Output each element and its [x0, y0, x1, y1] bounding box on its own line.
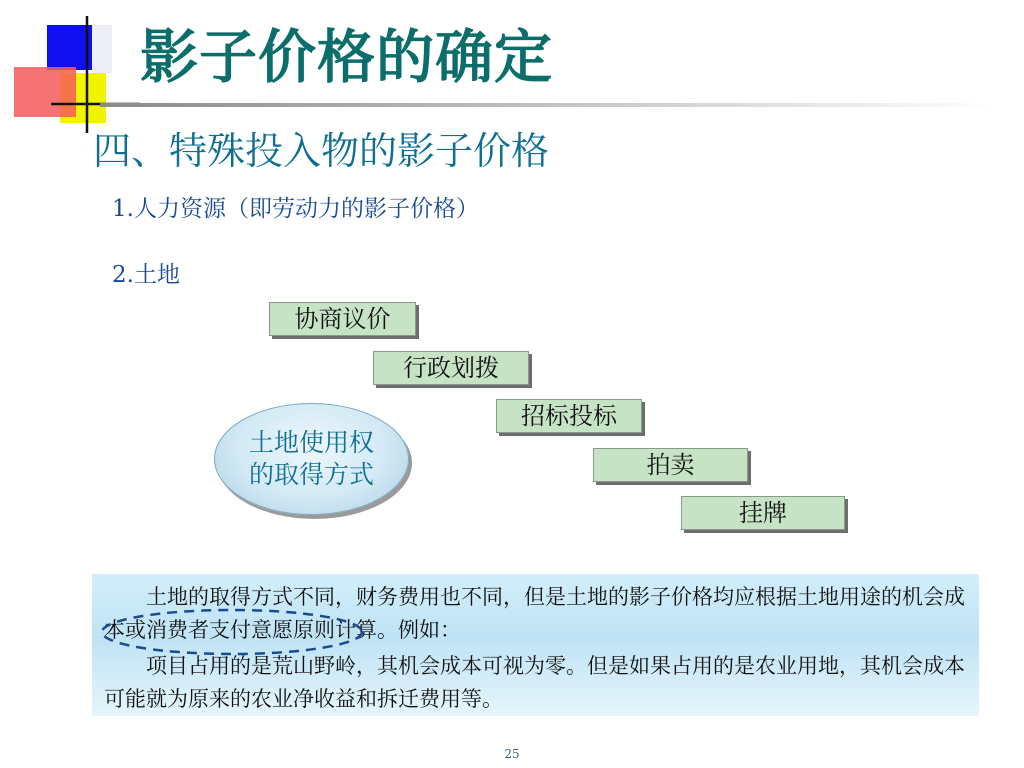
item-human-resources: 1.人力资源（即劳动力的影子价格）	[112, 196, 479, 222]
dashed-highlight-ellipse	[98, 605, 366, 663]
title-rule	[100, 103, 1000, 107]
paragraph-land-cost: 土地的取得方式不同，财务费用也不同，但是土地的影子价格均应根据土地用途的机会成本或消费者支付意愿原则计算。例如：	[104, 585, 965, 642]
slide-title: 影子价格的确定	[140, 23, 554, 91]
ellipse-label: 土地使用权的取得方式	[248, 427, 374, 489]
item-land: 2.土地	[112, 262, 180, 288]
method-box-listing: 挂牌	[681, 496, 845, 530]
section-heading: 四、特殊投入物的影子价格	[93, 129, 550, 173]
method-box-auction: 拍卖	[593, 448, 748, 482]
method-box-tender: 招标投标	[496, 399, 642, 433]
page-number: 25	[504, 747, 520, 761]
land-use-right-ellipse	[214, 403, 409, 515]
paragraph-example: 项目占用的是荒山野岭，其机会成本可视为零。但是如果占用的是农业用地，其机会成本可能就为原来的农业净收益和拆迁费用等。	[104, 654, 965, 711]
method-box-allocation: 行政划拨	[373, 351, 529, 385]
method-box-negotiation: 协商议价	[269, 302, 416, 336]
slide-logo-icon	[0, 0, 140, 135]
